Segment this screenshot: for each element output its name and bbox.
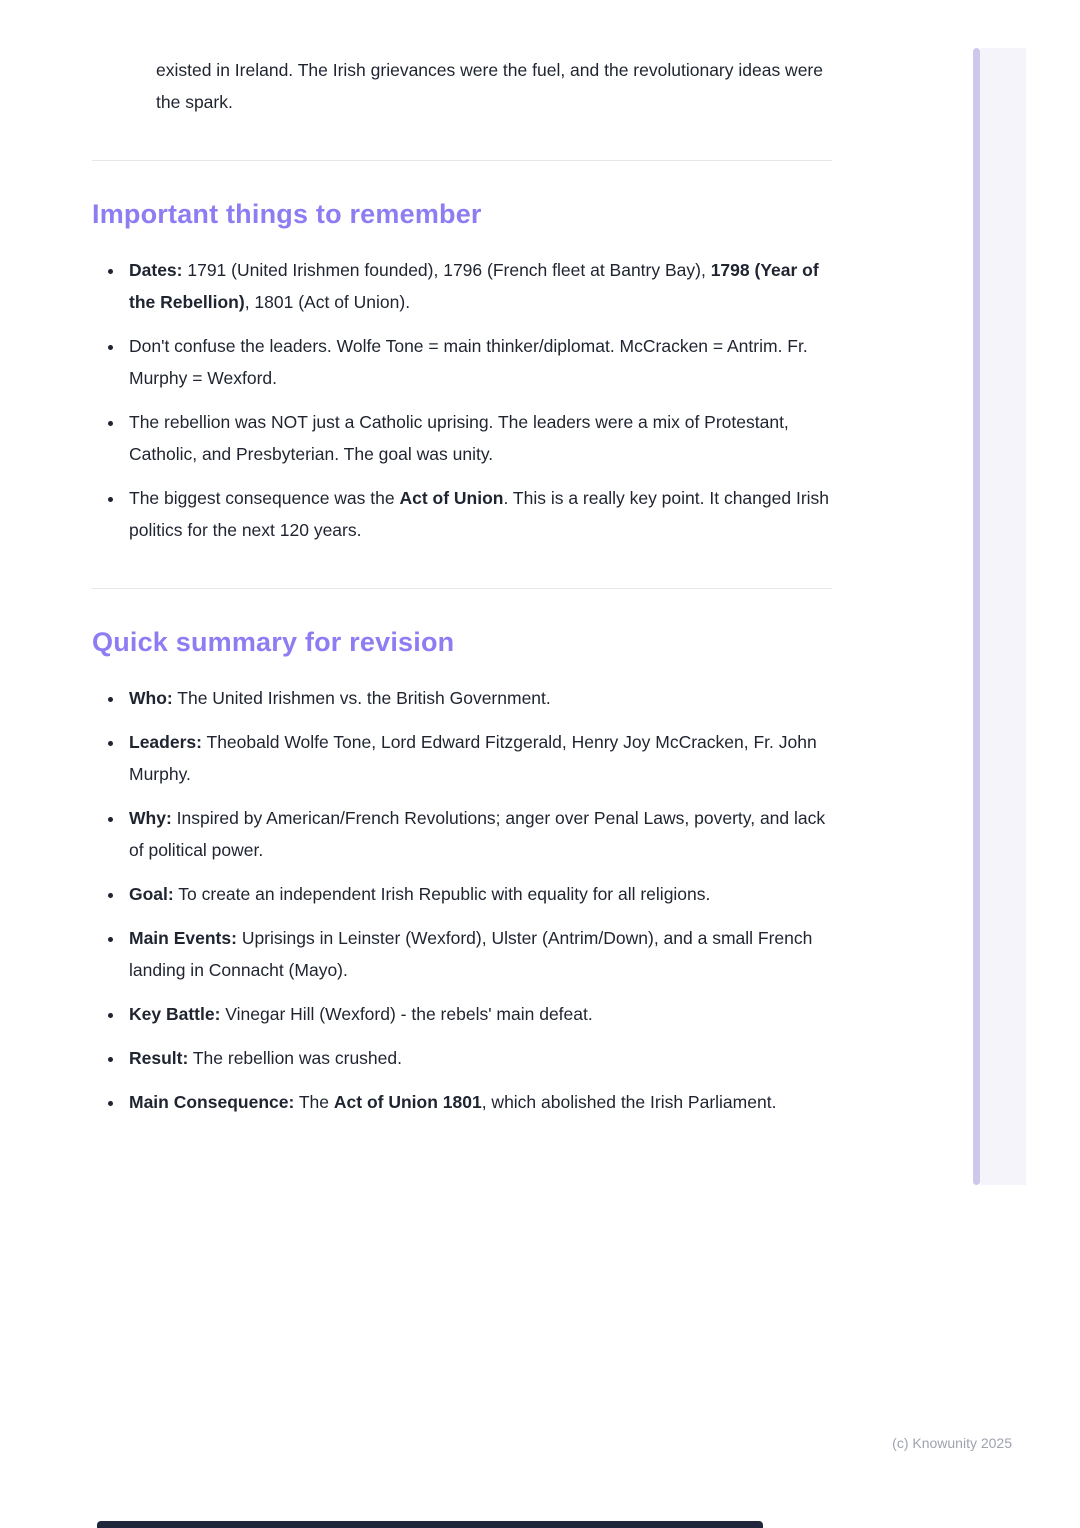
bullet-item: • Result: The rebellion was crushed. <box>125 1042 832 1074</box>
section-title-quick-summary: Quick summary for revision <box>92 627 455 657</box>
copyright-footer: (c) Knowunity 2025 <box>892 1435 1012 1451</box>
section-title-important-things: Important things to remember <box>92 199 482 229</box>
section-quick-summary <box>92 627 832 1118</box>
bullet-item: • Key Battle: Vinegar Hill (Wexford) - the rebels' main defeat. <box>125 998 832 1030</box>
section-divider <box>92 160 832 161</box>
bullet-item: • Main Consequence: The Act of Union 1801, which abolished the Irish Parliament. <box>125 1086 832 1118</box>
bullet-item: • The biggest consequence was the Act of Union. This is a really key point. It changed Irish politics for the next 120 years. <box>125 482 832 546</box>
bullet-list-quick-summary <box>92 682 832 1118</box>
bullet-item: • Why: Inspired by American/French Revolutions; anger over Penal Laws, poverty, and lack of political power. <box>125 802 832 866</box>
bullet-item: • Leaders: Theobald Wolfe Tone, Lord Edward Fitzgerald, Henry Joy McCracken, Fr. John Murphy. <box>125 726 832 790</box>
bullet-item: • Goal: To create an independent Irish Republic with equality for all religions. <box>125 878 832 910</box>
bullet-item: • Dates: 1791 (United Irishmen founded), 1796 (French fleet at Bantry Bay), 1798 (Year of the Rebellion), 1801 (Act of Union). <box>125 254 832 318</box>
bullet-item: • Who: The United Irishmen vs. the British Government. <box>125 682 832 714</box>
bullet-item: • Main Events: Uprisings in Leinster (Wexford), Ulster (Antrim/Down), and a small French landing in Connacht (Mayo). <box>125 922 832 986</box>
section-divider <box>92 588 832 589</box>
intro-paragraph: existed in Ireland. The Irish grievances were the fuel, and the revolutionary ideas were the spark. <box>156 60 823 112</box>
scrollbar-track[interactable] <box>980 48 1026 1185</box>
scrollbar-thumb[interactable] <box>973 48 980 1185</box>
bullet-item: • The rebellion was NOT just a Catholic uprising. The leaders were a mix of Protestant, Catholic, and Presbyterian. The goal was unity. <box>125 406 832 470</box>
next-page-edge <box>97 1521 763 1528</box>
bullet-item: • Don't confuse the leaders. Wolfe Tone = main thinker/diplomat. McCracken = Antrim. Fr. Murphy = Wexford. <box>125 330 832 394</box>
section-important-things <box>92 199 832 546</box>
page-content <box>92 48 832 1130</box>
bullet-list-important-things <box>92 254 832 546</box>
